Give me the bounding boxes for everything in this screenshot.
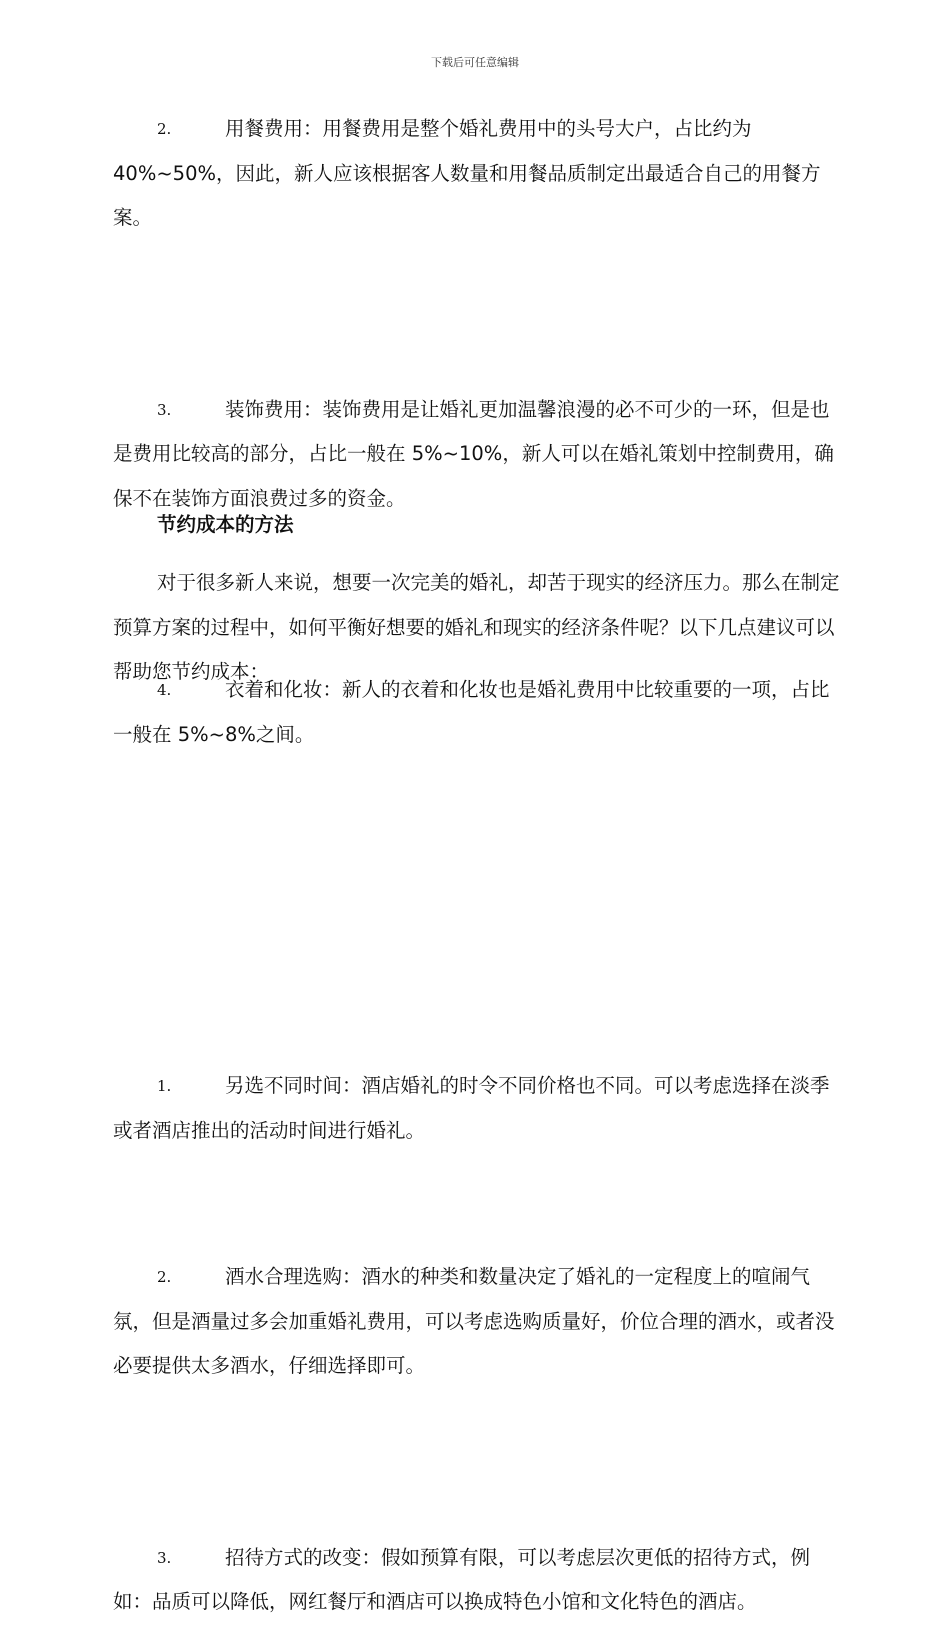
section-heading: 节约成本的方法	[157, 513, 294, 536]
list-item-number: 2.	[157, 120, 172, 138]
page-header: 下载后可任意编辑	[431, 56, 519, 69]
list-item-number: 3.	[157, 1548, 172, 1567]
document-body	[113, 0, 841, 1613]
list-item-text: 酒水合理选购：酒水的种类和数量决定了婚礼的一定程度上的喧闹气氛，但是酒量过多会加重婚礼费用，可以考虑选购质量好，价位合理的酒水，或者没必要提供太多酒水，仔细选择即可。	[113, 1265, 835, 1377]
intro-paragraph: 对于很多新人来说，想要一次完美的婚礼，却苦于现实的经济压力。那么在制定预算方案的过程中，如何平衡好想要的婚礼和现实的经济条件呢？以下几点建议可以帮助您节约成本：	[113, 571, 840, 683]
list-item-number: 1.	[157, 1077, 172, 1095]
list-item-catering	[113, 107, 841, 241]
list-item-text: 衣着和化妆：新人的衣着和化妆也是婚礼费用中比较重要的一项，占比一般在 5%~8%之间。	[113, 678, 830, 746]
list-item-hospitality	[113, 1536, 841, 1625]
list-item-number: 2.	[157, 1268, 172, 1286]
list-item-number: 3.	[157, 400, 172, 419]
list-item-text: 用餐费用：用餐费用是整个婚礼费用中的头号大户，占比约为40%~50%，因此，新人应该根据客人数量和用餐品质制定出最适合自己的用餐方案。	[113, 117, 821, 229]
list-item-drinks	[113, 1255, 841, 1389]
list-item-text: 装饰费用：装饰费用是让婚礼更加温馨浪漫的必不可少的一环，但是也是费用比较高的部分，占比一般在 5%~10%，新人可以在婚礼策划中控制费用，确保不在装饰方面浪费过多的资金。	[113, 397, 834, 510]
list-item-number: 4.	[157, 681, 172, 699]
list-item-decoration	[113, 388, 841, 522]
list-item-text: 另选不同时间：酒店婚礼的时令不同价格也不同。可以考虑选择在淡季或者酒店推出的活动时间进行婚礼。	[113, 1074, 830, 1142]
list-item-text: 招待方式的改变：假如预算有限，可以考虑层次更低的招待方式，例如：品质可以降低，网红餐厅和酒店可以换成特色小馆和文化特色的酒店。	[113, 1545, 811, 1613]
list-item-timing	[113, 1064, 841, 1153]
